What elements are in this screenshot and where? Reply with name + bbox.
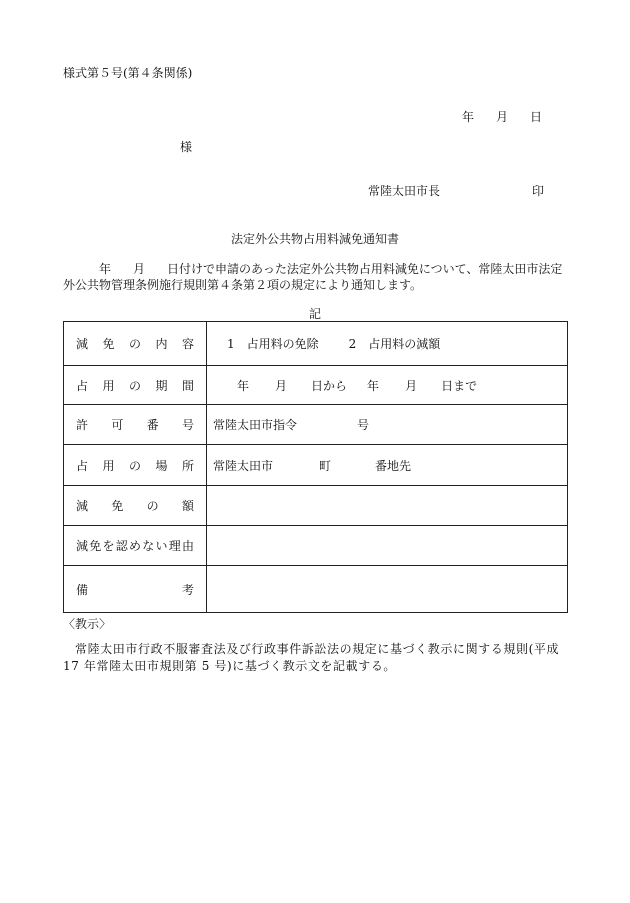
table-row	[64, 526, 568, 566]
period-month2: 月	[405, 378, 418, 393]
period-year1: 年	[237, 378, 250, 393]
date-line	[462, 110, 542, 124]
option-reduction: 2 占用料の減額	[348, 337, 441, 351]
period-month1: 月	[275, 378, 288, 393]
row-label-reduction-amount: 減 免 の 額	[64, 486, 207, 526]
permit-number-cell	[207, 405, 568, 445]
row-label-occupancy-period: 占 用 の 期 間	[64, 366, 207, 405]
row-label-reduction-content: 減 免 の 内 容	[64, 322, 207, 366]
notification-body	[63, 261, 573, 293]
body-text: 日付けで申請のあった法定外公共物占用料減免について、常陸太田市法定外公共物管理条例施行規則第４条第２項の規定により通知します。	[63, 262, 563, 292]
body-month-label: 月	[133, 262, 146, 276]
form-number: 様式第５号(第４条関係)	[63, 66, 193, 80]
notice-text	[63, 641, 571, 675]
place-lot: 番地先	[375, 458, 412, 473]
place-city: 常陸太田市	[213, 458, 274, 473]
row-label-rejection-reason: 減免を認めない理由	[64, 526, 207, 566]
reduction-content-cell	[207, 322, 568, 366]
remarks-cell	[207, 566, 568, 613]
seal-mark: 印	[532, 184, 545, 198]
permit-suffix: 号	[357, 418, 370, 432]
occupancy-place-cell	[207, 445, 568, 486]
addressee-suffix: 様	[180, 140, 193, 154]
date-month-label: 月	[496, 110, 509, 124]
reduction-details-table	[63, 321, 568, 613]
table-row	[64, 566, 568, 613]
notice-body: 常陸太田市行政不服審査法及び行政事件訴訟法の規定に基づく教示に関する規則(平成 17 年常陸太田市規則第 5 号)に基づく教示文を記載する。	[63, 642, 560, 673]
table-row	[64, 486, 568, 526]
rejection-reason-cell	[207, 526, 568, 566]
row-label-remarks: 備 考	[64, 566, 207, 613]
period-year2: 年	[367, 378, 380, 393]
occupancy-period-cell	[207, 366, 568, 405]
reduction-amount-cell	[207, 486, 568, 526]
document-title: 法定外公共物占用料減免通知書	[230, 232, 399, 246]
period-from: 日から	[311, 378, 348, 393]
row-label-permit-number: 許 可 番 号	[64, 405, 207, 445]
issuer-name: 常陸太田市長	[368, 184, 441, 198]
option-exemption: 1 占用料の免除	[227, 337, 319, 351]
table-row	[64, 322, 568, 366]
ki-heading: 記	[308, 307, 321, 321]
row-label-occupancy-place: 占 用 の 場 所	[64, 445, 207, 486]
table-row	[64, 366, 568, 405]
date-year-label: 年	[462, 110, 475, 124]
table-row	[64, 405, 568, 445]
date-day-label: 日	[530, 110, 543, 124]
table-row	[64, 445, 568, 486]
body-year-label: 年	[99, 262, 112, 276]
place-town: 町	[319, 458, 332, 473]
period-until: 日まで	[441, 378, 478, 393]
permit-prefix: 常陸太田市指令	[213, 418, 298, 432]
notice-heading: 〈教示〉	[63, 617, 112, 631]
